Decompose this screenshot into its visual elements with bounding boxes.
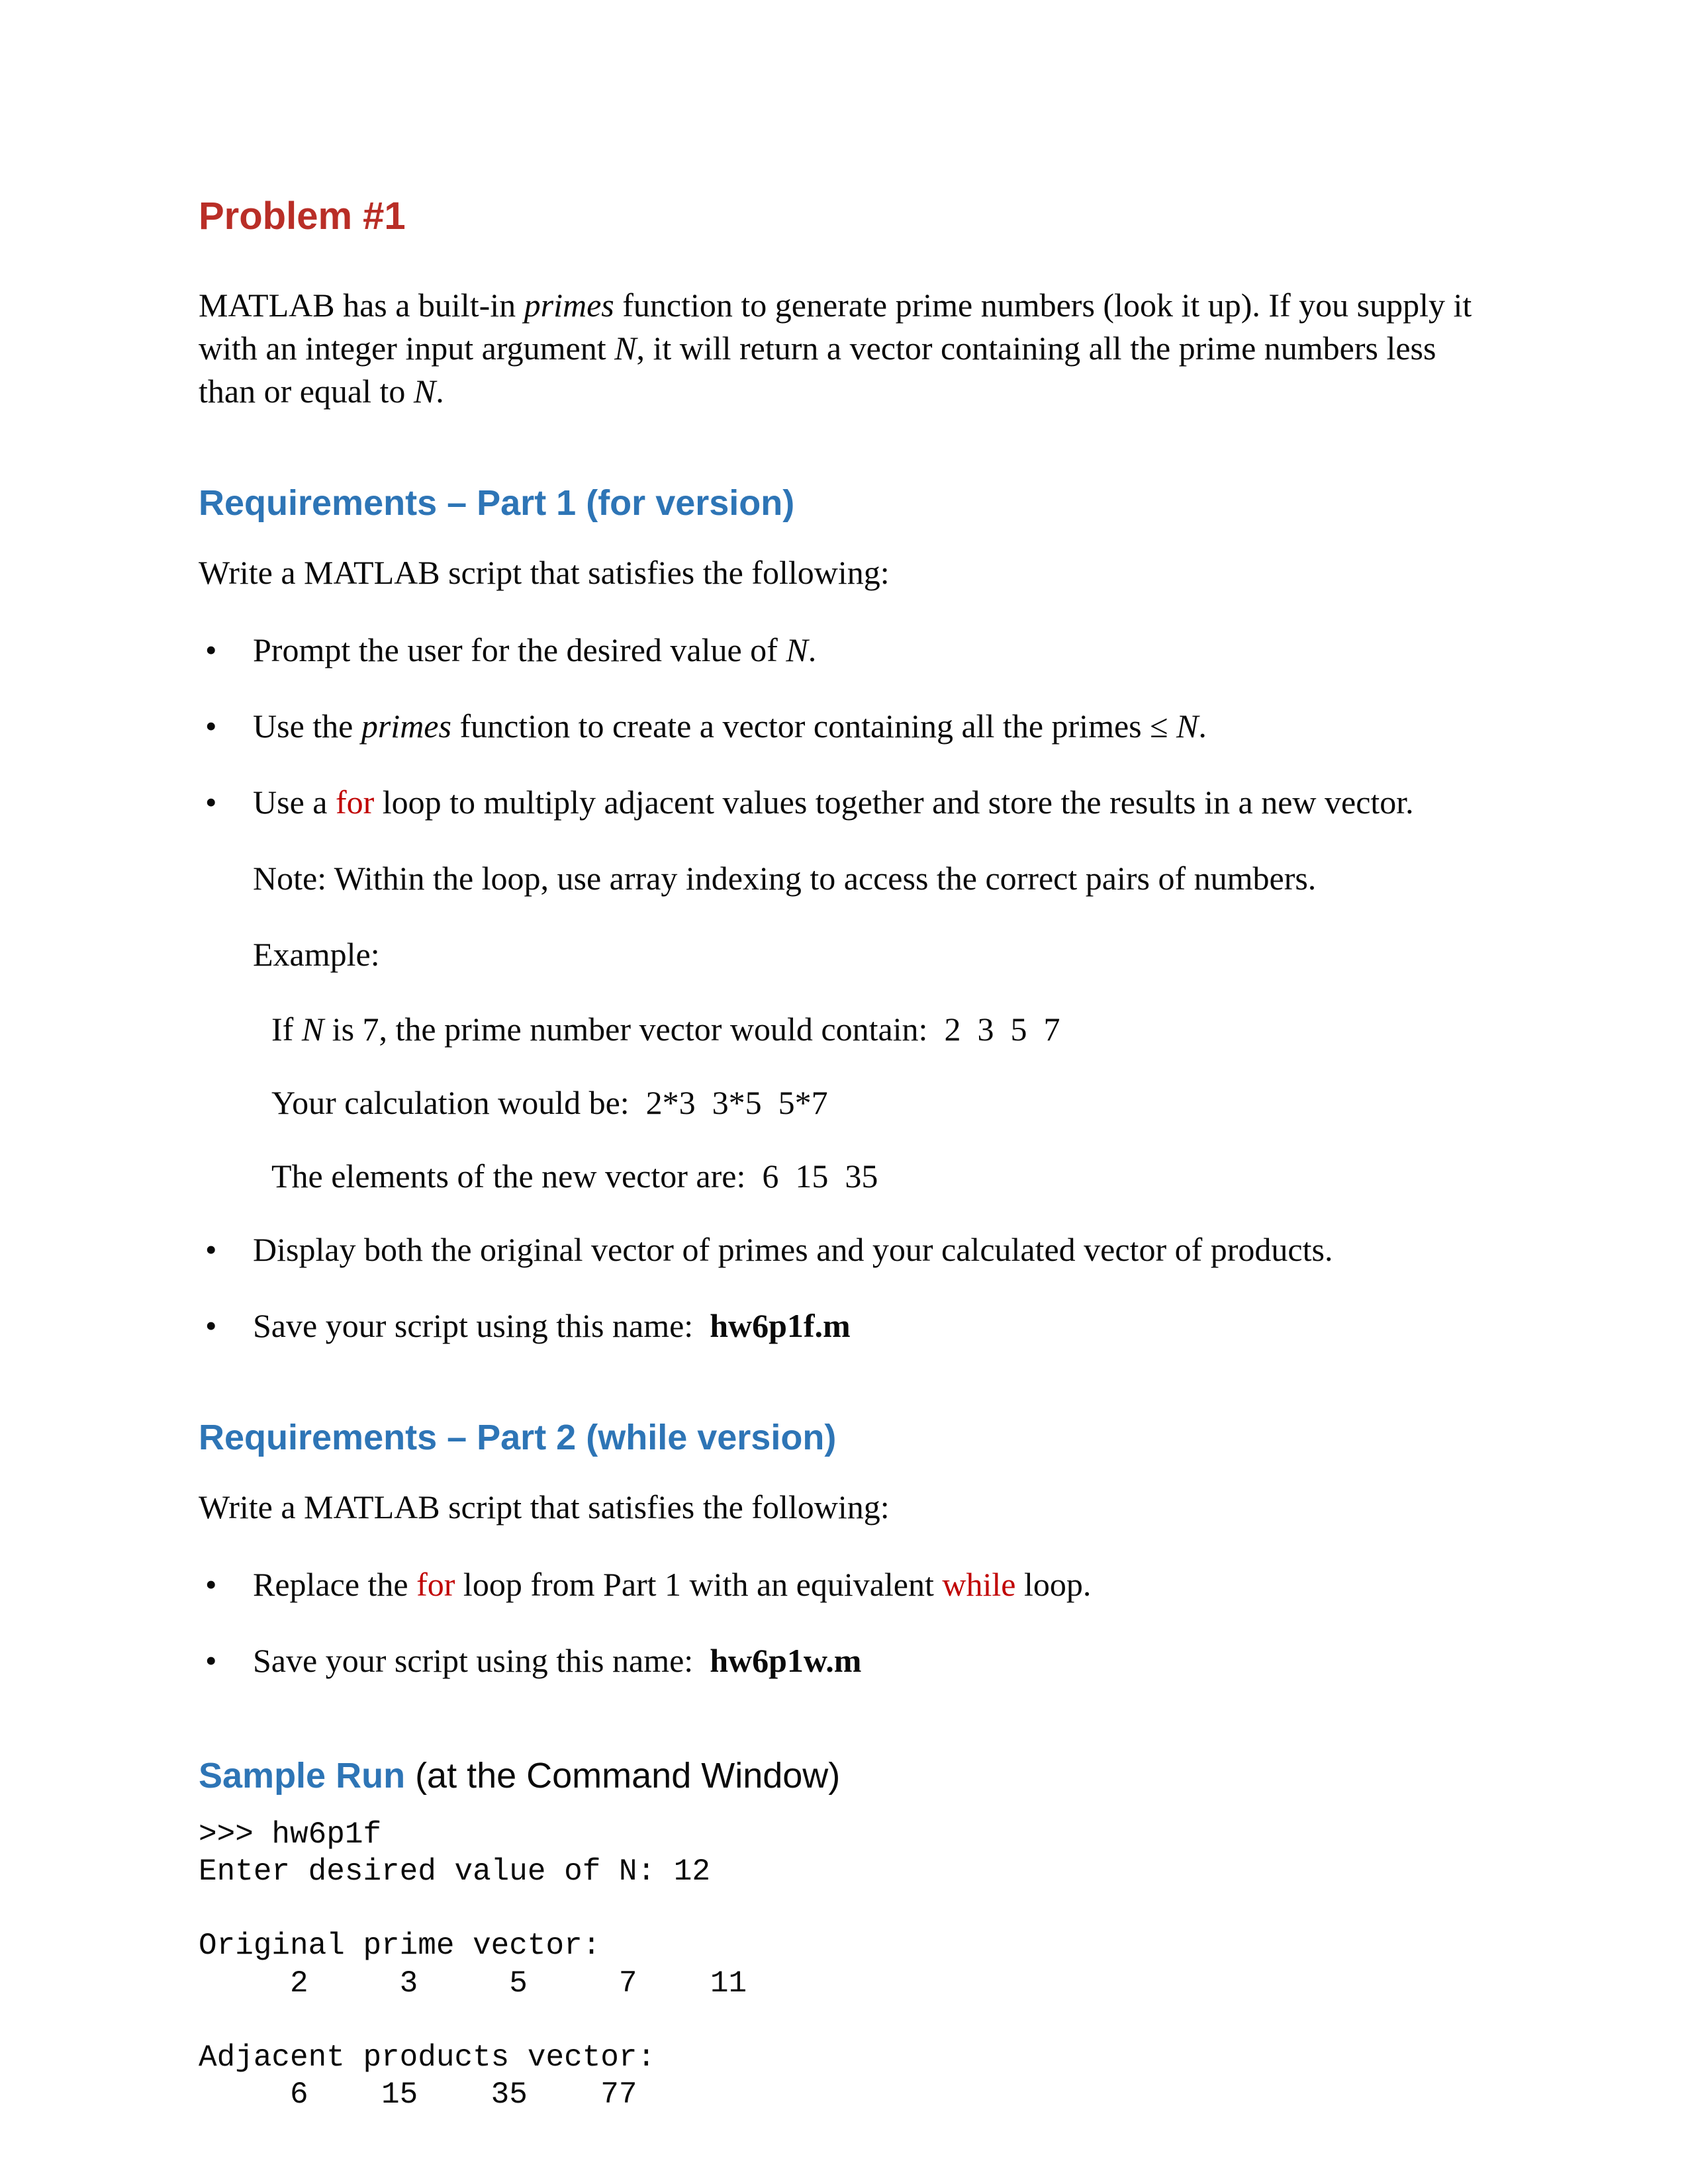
text-run: (at the Command Window) — [405, 1755, 841, 1796]
bullet-item — [199, 1563, 1489, 1606]
code-line: 2 3 5 7 11 — [199, 1966, 747, 2001]
text-run: N — [301, 1010, 324, 1048]
text-run: Display both the original vector of primes and your calculated vector of products. — [253, 1230, 1333, 1268]
text-run: loop from Part 1 with an equivalent — [455, 1565, 943, 1603]
text-run: . — [1198, 707, 1207, 745]
text-run: Sample Run — [199, 1755, 406, 1796]
text-run: Use the — [253, 707, 361, 745]
text-run: N — [614, 329, 637, 367]
text-run: N — [786, 631, 808, 668]
text-run: for — [416, 1565, 455, 1603]
text-run: Use a — [253, 783, 336, 821]
bullet-item — [199, 1639, 1489, 1682]
text-run: N — [1176, 707, 1199, 745]
text-run: Save your script using this name: — [253, 1306, 710, 1344]
example-line-2 — [271, 1081, 1489, 1124]
text-run: Your calculation would be: 2*3 3*5 5*7 — [271, 1083, 828, 1121]
text-run: . — [808, 631, 817, 668]
part2-bullet-list — [199, 1563, 1489, 1682]
bullet-item — [199, 781, 1489, 824]
text-run: Save your script using this name: — [253, 1641, 710, 1679]
intro-paragraph — [199, 284, 1489, 413]
bullet-item — [199, 629, 1489, 672]
text-run: hw6p1w.m — [710, 1641, 862, 1679]
text-run: MATLAB has a built-in — [199, 286, 524, 324]
command-window-output — [199, 1816, 1489, 2113]
text-run: function to create a vector containing all the primes ≤ — [451, 707, 1177, 745]
part1-example-label: Example: — [253, 935, 380, 973]
code-line: 6 15 35 77 — [199, 2077, 637, 2112]
bullet-item — [199, 1228, 1489, 1271]
sample-run-heading — [199, 1755, 1489, 1796]
bullet-item — [199, 705, 1489, 748]
code-line: Adjacent products vector: — [199, 2040, 656, 2075]
text-run: Prompt the user for the desired value of — [253, 631, 786, 668]
code-line: Original prime vector: — [199, 1929, 601, 1964]
part1-lead: Write a MATLAB script that satisfies the following: — [199, 553, 890, 591]
code-line — [199, 2002, 1489, 2039]
text-run: loop to multiply adjacent values together and store the results in a new vector. — [374, 783, 1414, 821]
text-run: If — [271, 1010, 302, 1048]
problem-title: Problem #1 — [199, 195, 406, 238]
example-line-3 — [271, 1155, 1489, 1198]
part1-bullet-list-a — [199, 629, 1489, 824]
part2-heading: Requirements – Part 2 (while version) — [199, 1417, 837, 1457]
text-run: The elements of the new vector are: 6 15 35 — [271, 1157, 878, 1195]
code-line: Enter desired value of N: 12 — [199, 1854, 710, 1889]
text-run: . — [436, 372, 444, 410]
text-run: primes — [524, 286, 614, 324]
bullet-item — [199, 1304, 1489, 1347]
part2-lead: Write a MATLAB script that satisfies the following: — [199, 1488, 890, 1525]
text-run: function to generate prime numbers (look it up). If you supply it with an integer input argument — [199, 286, 1480, 367]
text-run: hw6p1f.m — [710, 1306, 851, 1344]
part1-heading: Requirements – Part 1 (for version) — [199, 482, 795, 523]
text-run: , it will return a vector containing all the prime numbers less than or equal to — [199, 329, 1444, 410]
text-run: for — [335, 783, 375, 821]
text-run: is 7, the prime number vector would contain: 2 3 5 7 — [324, 1010, 1060, 1048]
code-line — [199, 1890, 1489, 1927]
text-run: primes — [361, 707, 451, 745]
part1-bullet-list-b — [199, 1228, 1489, 1347]
code-line: >>> hw6p1f — [199, 1817, 382, 1852]
text-run: N — [413, 372, 436, 410]
text-run: loop. — [1015, 1565, 1092, 1603]
part1-note: Note: Within the loop, use array indexing to access the correct pairs of numbers. — [253, 859, 1317, 897]
text-run: while — [942, 1565, 1016, 1603]
text-run: Replace the — [253, 1565, 417, 1603]
example-line-1 — [271, 1008, 1489, 1051]
